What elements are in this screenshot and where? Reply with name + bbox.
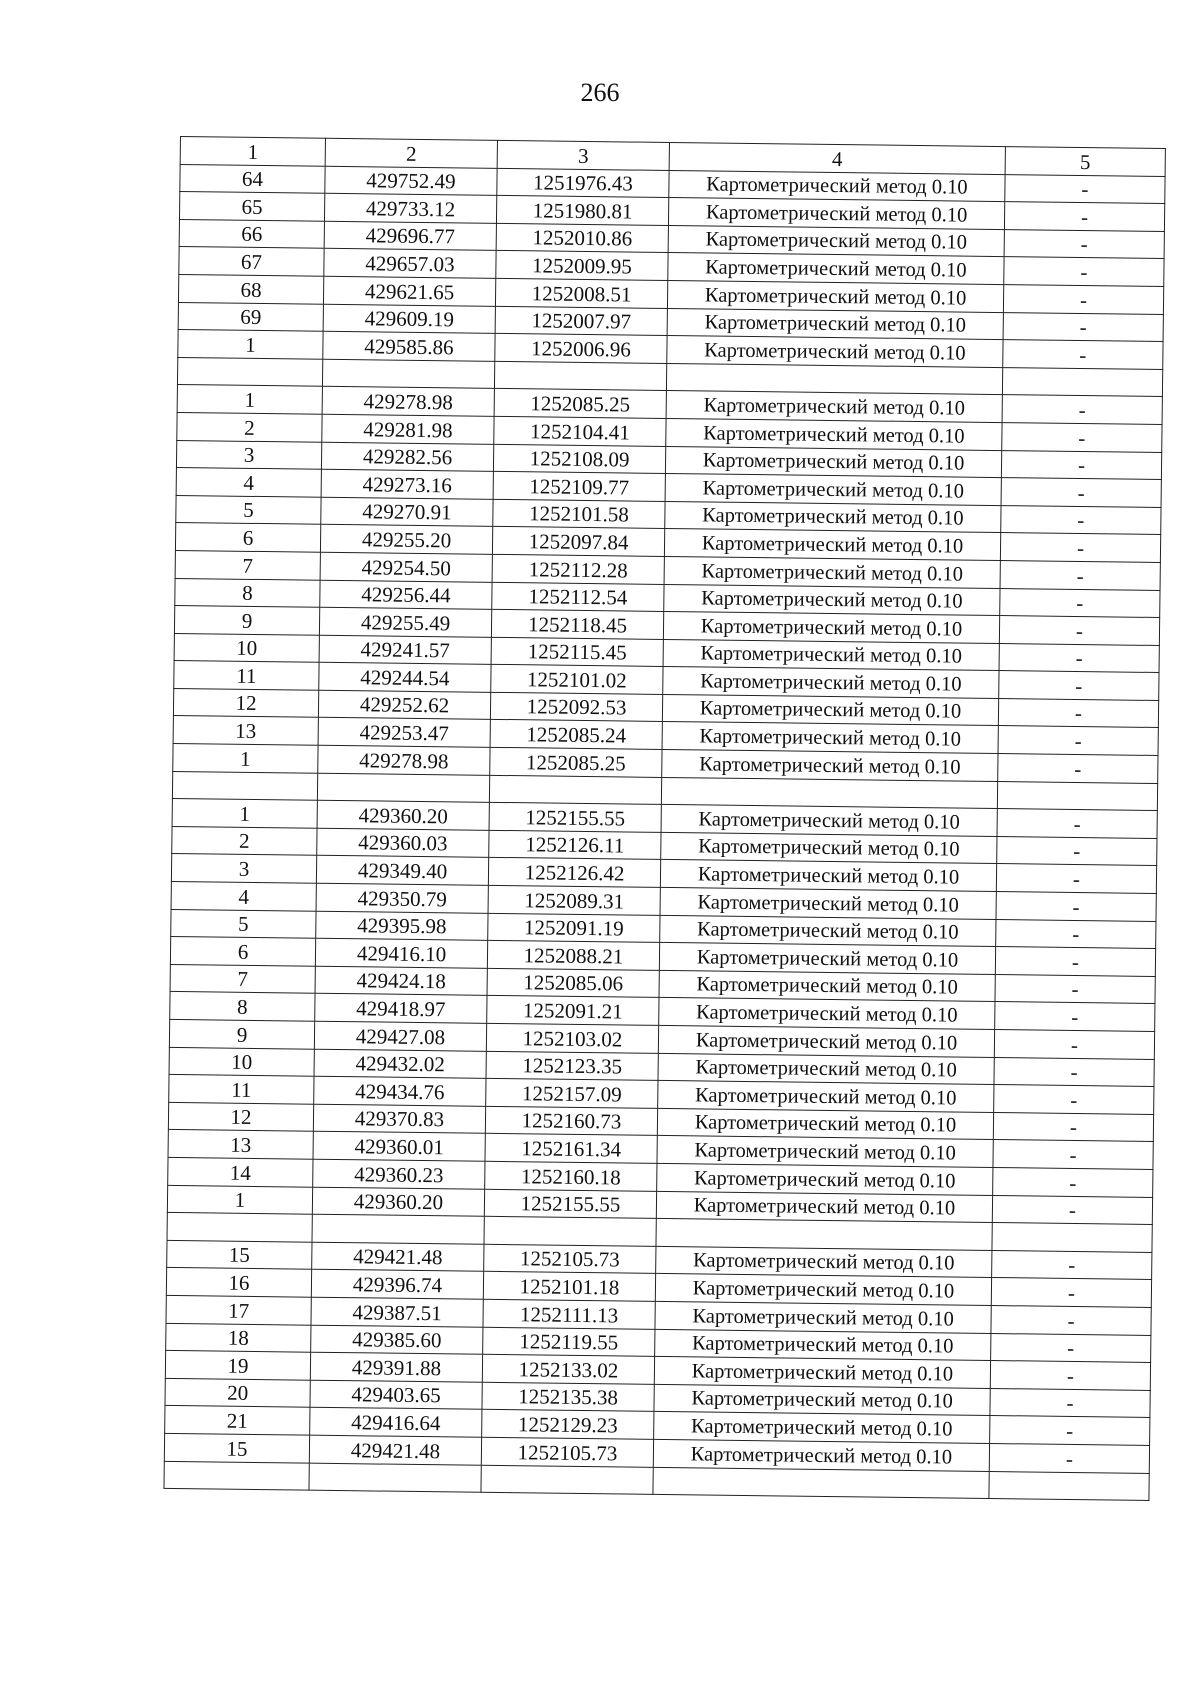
- method-cell: Картометрический метод 0.10: [660, 915, 996, 947]
- point-number-cell: 1: [172, 799, 317, 828]
- x-coordinate-cell: 429278.98: [322, 387, 494, 417]
- y-coordinate-cell: 1252088.21: [487, 941, 659, 971]
- point-number-cell: 1: [178, 330, 323, 359]
- point-number-cell: 66: [179, 219, 324, 248]
- x-coordinate-cell: 429696.77: [324, 221, 496, 251]
- x-coordinate-cell: 429241.57: [319, 635, 491, 665]
- y-coordinate-cell: 1252007.97: [495, 306, 667, 336]
- note-cell: -: [989, 1443, 1149, 1473]
- method-cell: Картометрический метод 0.10: [666, 391, 1002, 423]
- x-coordinate-cell: [322, 359, 494, 389]
- column-header: 3: [497, 140, 669, 170]
- method-cell: Картометрический метод 0.10: [669, 170, 1005, 202]
- x-coordinate-cell: 429609.19: [323, 304, 495, 334]
- note-cell: [992, 1223, 1152, 1253]
- x-coordinate-cell: 429403.65: [310, 1380, 482, 1410]
- point-number-cell: 10: [174, 633, 319, 662]
- y-coordinate-cell: [484, 1216, 656, 1246]
- y-coordinate-cell: 1252085.25: [490, 747, 662, 777]
- point-number-cell: 67: [179, 247, 324, 276]
- x-coordinate-cell: [309, 1463, 481, 1493]
- x-coordinate-cell: 429360.03: [317, 828, 489, 858]
- x-coordinate-cell: [317, 773, 489, 803]
- x-coordinate-cell: 429424.18: [315, 966, 487, 996]
- x-coordinate-cell: 429427.08: [314, 1021, 486, 1051]
- point-number-cell: 3: [176, 440, 321, 469]
- point-number-cell: 1: [173, 744, 318, 773]
- method-cell: Картометрический метод 0.10: [659, 998, 995, 1030]
- method-cell: Картометрический метод 0.10: [654, 1357, 990, 1389]
- y-coordinate-cell: 1252118.45: [491, 609, 663, 639]
- y-coordinate-cell: [489, 775, 661, 805]
- note-cell: -: [1001, 505, 1161, 535]
- method-cell: Картометрический метод 0.10: [658, 1053, 994, 1085]
- x-coordinate-cell: 429434.76: [314, 1076, 486, 1106]
- point-number-cell: 12: [173, 688, 318, 717]
- note-cell: -: [996, 864, 1156, 894]
- y-coordinate-cell: 1252105.73: [484, 1244, 656, 1274]
- note-cell: -: [995, 1002, 1155, 1032]
- method-cell: Картометрический метод 0.10: [666, 418, 1002, 450]
- note-cell: -: [995, 947, 1155, 977]
- y-coordinate-cell: 1252126.11: [489, 830, 661, 860]
- table-body: [164, 164, 1165, 1500]
- method-cell: Картометрический метод 0.10: [653, 1439, 989, 1471]
- method-cell: Картометрический метод 0.10: [660, 860, 996, 892]
- y-coordinate-cell: 1252115.45: [491, 637, 663, 667]
- y-coordinate-cell: 1252109.77: [493, 471, 665, 501]
- point-number-cell: 12: [168, 1102, 313, 1131]
- x-coordinate-cell: 429278.98: [318, 745, 490, 775]
- x-coordinate-cell: 429273.16: [321, 469, 493, 499]
- x-coordinate-cell: 429395.98: [316, 911, 488, 941]
- y-coordinate-cell: 1252010.86: [496, 223, 668, 253]
- point-number-cell: 8: [170, 992, 315, 1021]
- point-number-cell: 64: [180, 164, 325, 193]
- method-cell: Картометрический метод 0.10: [667, 308, 1003, 340]
- method-cell: Картометрический метод 0.10: [661, 805, 997, 837]
- x-coordinate-cell: 429350.79: [316, 883, 488, 913]
- method-cell: Картометрический метод 0.10: [664, 584, 1000, 616]
- note-cell: -: [999, 643, 1159, 673]
- note-cell: -: [1003, 312, 1163, 342]
- point-number-cell: 18: [166, 1323, 311, 1352]
- y-coordinate-cell: 1252129.23: [482, 1410, 654, 1440]
- y-coordinate-cell: 1252092.53: [490, 692, 662, 722]
- method-cell: Картометрический метод 0.10: [654, 1384, 990, 1416]
- point-number-cell: 6: [175, 523, 320, 552]
- note-cell: -: [1004, 202, 1164, 232]
- method-cell: Картометрический метод 0.10: [657, 1108, 993, 1140]
- y-coordinate-cell: 1252008.51: [495, 278, 667, 308]
- x-coordinate-cell: 429432.02: [314, 1049, 486, 1079]
- note-cell: -: [997, 836, 1157, 866]
- x-coordinate-cell: 429256.44: [320, 580, 492, 610]
- x-coordinate-cell: 429421.48: [309, 1435, 481, 1465]
- method-cell: Картометрический метод 0.10: [656, 1191, 992, 1223]
- note-cell: -: [1000, 588, 1160, 618]
- point-number-cell: 11: [169, 1075, 314, 1104]
- point-number-cell: 2: [177, 412, 322, 441]
- y-coordinate-cell: 1252111.13: [483, 1299, 655, 1329]
- y-coordinate-cell: 1252155.55: [489, 803, 661, 833]
- y-coordinate-cell: 1252097.84: [492, 527, 664, 557]
- y-coordinate-cell: 1252091.21: [487, 996, 659, 1026]
- note-cell: -: [992, 1250, 1152, 1280]
- method-cell: Картометрический метод 0.10: [668, 253, 1004, 285]
- x-coordinate-cell: 429733.12: [324, 193, 496, 223]
- method-cell: Картометрический метод 0.10: [655, 1274, 991, 1306]
- column-header: 5: [1005, 147, 1165, 177]
- note-cell: -: [1004, 229, 1164, 259]
- point-number-cell: [164, 1461, 309, 1490]
- x-coordinate-cell: 429349.40: [316, 856, 488, 886]
- method-cell: [653, 1467, 989, 1499]
- x-coordinate-cell: 429360.01: [313, 1132, 485, 1162]
- method-cell: Картометрический метод 0.10: [657, 1163, 993, 1195]
- y-coordinate-cell: 1252103.02: [486, 1023, 658, 1053]
- point-number-cell: 19: [165, 1351, 310, 1380]
- y-coordinate-cell: 1252006.96: [495, 334, 667, 364]
- y-coordinate-cell: 1252126.42: [488, 858, 660, 888]
- note-cell: [1002, 367, 1162, 397]
- method-cell: Картометрический метод 0.10: [662, 749, 998, 781]
- note-cell: [989, 1471, 1149, 1501]
- point-number-cell: 3: [171, 854, 316, 883]
- point-number-cell: 11: [174, 661, 319, 690]
- point-number-cell: 17: [166, 1295, 311, 1324]
- x-coordinate-cell: 429254.50: [320, 552, 492, 582]
- point-number-cell: 14: [168, 1157, 313, 1186]
- note-cell: [997, 781, 1157, 811]
- method-cell: Картометрический метод 0.10: [667, 280, 1003, 312]
- x-coordinate-cell: 429418.97: [315, 994, 487, 1024]
- y-coordinate-cell: 1252119.55: [483, 1327, 655, 1357]
- note-cell: -: [999, 616, 1159, 646]
- x-coordinate-cell: 429255.20: [320, 525, 492, 555]
- x-coordinate-cell: 429252.62: [318, 690, 490, 720]
- point-number-cell: 13: [168, 1130, 313, 1159]
- method-cell: Картометрический метод 0.10: [656, 1246, 992, 1278]
- x-coordinate-cell: 429370.83: [313, 1104, 485, 1134]
- y-coordinate-cell: 1252104.41: [494, 416, 666, 446]
- note-cell: -: [1002, 423, 1162, 453]
- point-number-cell: 1: [167, 1185, 312, 1214]
- method-cell: Картометрический метод 0.10: [663, 639, 999, 671]
- note-cell: -: [993, 1167, 1153, 1197]
- x-coordinate-cell: 429385.60: [311, 1325, 483, 1355]
- point-number-cell: [172, 771, 317, 800]
- y-coordinate-cell: 1252101.58: [493, 499, 665, 529]
- y-coordinate-cell: 1252105.73: [481, 1437, 653, 1467]
- y-coordinate-cell: 1252085.24: [490, 720, 662, 750]
- note-cell: -: [1003, 285, 1163, 315]
- note-cell: -: [998, 698, 1158, 728]
- x-coordinate-cell: 429621.65: [323, 276, 495, 306]
- note-cell: -: [1001, 450, 1161, 480]
- x-coordinate-cell: 429391.88: [310, 1352, 482, 1382]
- note-cell: -: [1004, 257, 1164, 287]
- y-coordinate-cell: 1251976.43: [497, 168, 669, 198]
- method-cell: Картометрический метод 0.10: [664, 556, 1000, 588]
- method-cell: Картометрический метод 0.10: [662, 694, 998, 726]
- method-cell: Картометрический метод 0.10: [668, 225, 1004, 257]
- point-number-cell: [167, 1213, 312, 1242]
- note-cell: -: [992, 1195, 1152, 1225]
- point-number-cell: 10: [169, 1047, 314, 1076]
- point-number-cell: 1: [177, 385, 322, 414]
- x-coordinate-cell: 429421.48: [312, 1242, 484, 1272]
- note-cell: -: [1003, 340, 1163, 370]
- y-coordinate-cell: 1252157.09: [486, 1078, 658, 1108]
- note-cell: -: [991, 1333, 1151, 1363]
- x-coordinate-cell: 429253.47: [318, 718, 490, 748]
- method-cell: Картометрический метод 0.10: [660, 887, 996, 919]
- note-cell: -: [993, 1140, 1153, 1170]
- method-cell: [666, 363, 1002, 395]
- method-cell: Картометрический метод 0.10: [662, 722, 998, 754]
- point-number-cell: 15: [167, 1240, 312, 1269]
- point-number-cell: 68: [178, 274, 323, 303]
- x-coordinate-cell: 429752.49: [325, 166, 497, 196]
- y-coordinate-cell: 1252085.06: [487, 968, 659, 998]
- y-coordinate-cell: 1252112.28: [492, 554, 664, 584]
- method-cell: Картометрический метод 0.10: [658, 1025, 994, 1057]
- method-cell: Картометрический метод 0.10: [655, 1301, 991, 1333]
- note-cell: -: [1005, 174, 1165, 204]
- y-coordinate-cell: 1252160.18: [485, 1161, 657, 1191]
- x-coordinate-cell: 429270.91: [321, 497, 493, 527]
- point-number-cell: 13: [173, 716, 318, 745]
- method-cell: Картометрический метод 0.10: [655, 1329, 991, 1361]
- x-coordinate-cell: 429585.86: [323, 331, 495, 361]
- method-cell: [661, 777, 997, 809]
- point-number-cell: 20: [165, 1378, 310, 1407]
- y-coordinate-cell: 1252161.34: [485, 1134, 657, 1164]
- x-coordinate-cell: 429244.54: [319, 663, 491, 693]
- method-cell: Картометрический метод 0.10: [665, 474, 1001, 506]
- note-cell: -: [996, 919, 1156, 949]
- point-number-cell: 9: [169, 1019, 314, 1048]
- method-cell: Картометрический метод 0.10: [665, 446, 1001, 478]
- note-cell: -: [991, 1305, 1151, 1335]
- method-cell: Картометрический метод 0.10: [661, 832, 997, 864]
- note-cell: -: [994, 1057, 1154, 1087]
- x-coordinate-cell: 429396.74: [311, 1270, 483, 1300]
- note-cell: -: [1000, 533, 1160, 563]
- y-coordinate-cell: 1252085.25: [494, 389, 666, 419]
- method-cell: Картометрический метод 0.10: [659, 970, 995, 1002]
- x-coordinate-cell: 429416.10: [315, 938, 487, 968]
- method-cell: Картометрический метод 0.10: [664, 529, 1000, 561]
- note-cell: -: [996, 892, 1156, 922]
- point-number-cell: 7: [170, 964, 315, 993]
- column-header: 4: [669, 142, 1005, 174]
- point-number-cell: 16: [166, 1268, 311, 1297]
- note-cell: -: [990, 1388, 1150, 1418]
- method-cell: Картометрический метод 0.10: [665, 501, 1001, 533]
- point-number-cell: 15: [164, 1433, 309, 1462]
- x-coordinate-cell: 429255.49: [319, 607, 491, 637]
- point-number-cell: 2: [172, 826, 317, 855]
- method-cell: Картометрический метод 0.10: [668, 198, 1004, 230]
- note-cell: -: [999, 671, 1159, 701]
- note-cell: -: [997, 809, 1157, 839]
- x-coordinate-cell: 429387.51: [311, 1297, 483, 1327]
- y-coordinate-cell: [481, 1465, 653, 1495]
- y-coordinate-cell: 1251980.81: [496, 196, 668, 226]
- point-number-cell: 4: [176, 468, 321, 497]
- point-number-cell: 65: [179, 192, 324, 221]
- point-number-cell: 4: [171, 881, 316, 910]
- note-cell: -: [990, 1361, 1150, 1391]
- page-number: 266: [580, 78, 620, 107]
- method-cell: Картометрический метод 0.10: [658, 1081, 994, 1113]
- method-cell: Картометрический метод 0.10: [663, 612, 999, 644]
- point-number-cell: 69: [178, 302, 323, 331]
- point-number-cell: 21: [165, 1406, 310, 1435]
- note-cell: -: [995, 974, 1155, 1004]
- point-number-cell: 9: [174, 606, 319, 635]
- x-coordinate-cell: 429657.03: [324, 249, 496, 279]
- coordinates-table: [163, 136, 1165, 1501]
- note-cell: -: [998, 754, 1158, 784]
- note-cell: -: [998, 726, 1158, 756]
- y-coordinate-cell: 1252009.95: [496, 251, 668, 281]
- method-cell: Картометрический метод 0.10: [657, 1136, 993, 1168]
- x-coordinate-cell: 429360.20: [312, 1187, 484, 1217]
- column-header: 1: [180, 137, 325, 166]
- method-cell: Картометрический метод 0.10: [667, 336, 1003, 368]
- x-coordinate-cell: 429281.98: [322, 414, 494, 444]
- note-cell: -: [993, 1112, 1153, 1142]
- y-coordinate-cell: 1252091.19: [488, 913, 660, 943]
- x-coordinate-cell: 429360.20: [317, 800, 489, 830]
- y-coordinate-cell: 1252101.18: [483, 1272, 655, 1302]
- x-coordinate-cell: 429360.23: [313, 1159, 485, 1189]
- point-number-cell: 6: [170, 937, 315, 966]
- note-cell: -: [1001, 478, 1161, 508]
- y-coordinate-cell: 1252133.02: [482, 1354, 654, 1384]
- note-cell: -: [994, 1085, 1154, 1115]
- note-cell: -: [1002, 395, 1162, 425]
- method-cell: Картометрический метод 0.10: [659, 943, 995, 975]
- y-coordinate-cell: 1252155.55: [484, 1189, 656, 1219]
- note-cell: -: [991, 1278, 1151, 1308]
- y-coordinate-cell: 1252089.31: [488, 885, 660, 915]
- y-coordinate-cell: 1252108.09: [493, 444, 665, 474]
- method-cell: Картометрический метод 0.10: [663, 667, 999, 699]
- point-number-cell: 8: [175, 578, 320, 607]
- method-cell: [656, 1219, 992, 1251]
- y-coordinate-cell: [494, 361, 666, 391]
- column-header: 2: [325, 138, 497, 168]
- point-number-cell: 5: [176, 495, 321, 524]
- note-cell: -: [994, 1030, 1154, 1060]
- y-coordinate-cell: 1252123.35: [486, 1051, 658, 1081]
- x-coordinate-cell: 429416.64: [310, 1407, 482, 1437]
- note-cell: -: [990, 1416, 1150, 1446]
- point-number-cell: 5: [171, 909, 316, 938]
- y-coordinate-cell: 1252101.02: [491, 665, 663, 695]
- y-coordinate-cell: 1252160.73: [485, 1106, 657, 1136]
- y-coordinate-cell: 1252135.38: [482, 1382, 654, 1412]
- x-coordinate-cell: 429282.56: [321, 442, 493, 472]
- y-coordinate-cell: 1252112.54: [492, 582, 664, 612]
- note-cell: -: [1000, 560, 1160, 590]
- point-number-cell: [177, 357, 322, 386]
- point-number-cell: 7: [175, 550, 320, 579]
- x-coordinate-cell: [312, 1214, 484, 1244]
- method-cell: Картометрический метод 0.10: [654, 1412, 990, 1444]
